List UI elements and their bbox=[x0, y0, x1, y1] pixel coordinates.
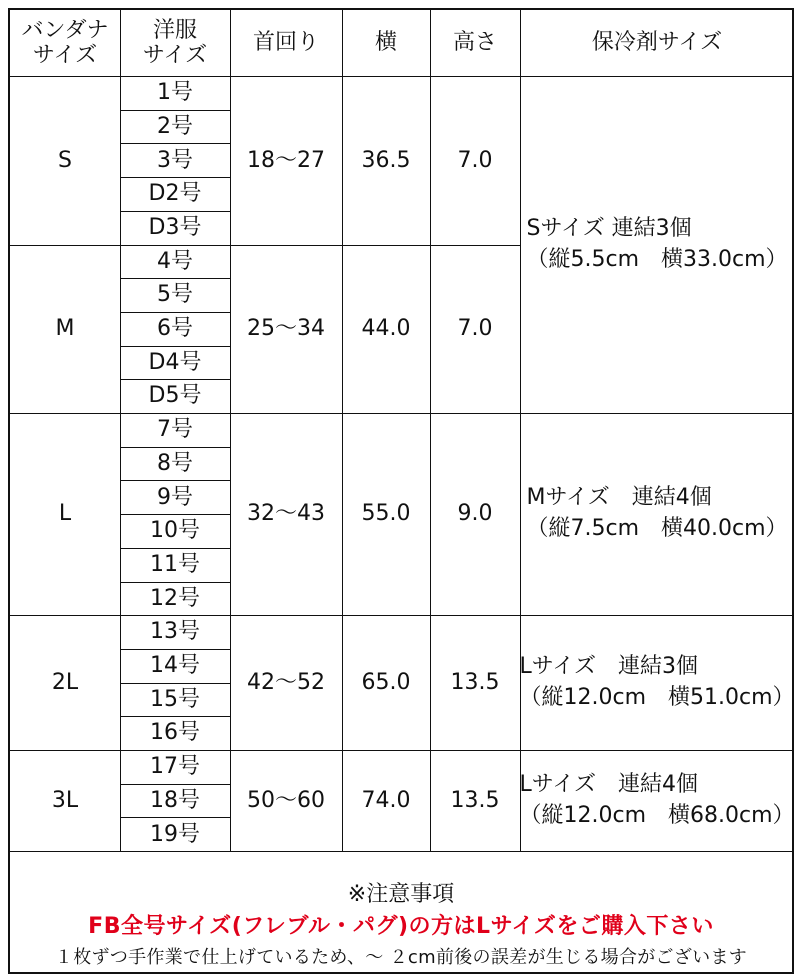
clothes-row-divider bbox=[120, 379, 230, 380]
notes-info: １枚ずつ手作業で仕上げているため、～ ２cm前後の誤差が生じる場合がございます bbox=[54, 947, 748, 969]
bandana-size-cell: L bbox=[58, 501, 72, 527]
neck-cell: 25〜34 bbox=[247, 316, 325, 342]
clothes-size-cell: 5号 bbox=[157, 282, 193, 308]
notes-section bbox=[10, 851, 792, 972]
clothes-size-cell: 4号 bbox=[157, 248, 193, 274]
height-cell: 7.0 bbox=[457, 147, 493, 173]
column-divider bbox=[120, 10, 121, 851]
clothes-row-divider bbox=[120, 312, 230, 313]
clothes-size-cell: 17号 bbox=[150, 754, 200, 780]
header-bandana-size: バンダナ サイズ bbox=[21, 17, 109, 68]
clothes-row-divider bbox=[120, 683, 230, 684]
bandana-size-cell: 3L bbox=[51, 787, 79, 813]
cooler-size-cell bbox=[520, 615, 794, 750]
width-cell: 74.0 bbox=[361, 787, 411, 813]
clothes-size-cell: 8号 bbox=[157, 450, 193, 476]
clothes-row-divider bbox=[120, 278, 230, 279]
clothes-size-cell: D5号 bbox=[148, 383, 202, 409]
header-width: 横 bbox=[374, 30, 397, 56]
width-cell: 65.0 bbox=[361, 669, 411, 695]
bandana-size-cell: M bbox=[55, 316, 75, 342]
clothes-row-divider bbox=[120, 447, 230, 448]
width-cell: 44.0 bbox=[361, 316, 411, 342]
height-cell: 13.5 bbox=[450, 669, 500, 695]
clothes-size-cell: D2号 bbox=[148, 181, 202, 207]
clothes-row-divider bbox=[120, 110, 230, 111]
clothes-size-cell: 7号 bbox=[157, 417, 193, 443]
clothes-row-divider bbox=[120, 582, 230, 583]
cooler-size-cell bbox=[520, 413, 794, 615]
clothes-size-cell: 11号 bbox=[150, 551, 200, 577]
clothes-row-divider bbox=[120, 143, 230, 144]
clothes-size-cell: 19号 bbox=[150, 821, 200, 847]
column-divider bbox=[430, 10, 431, 851]
clothes-row-divider bbox=[120, 548, 230, 549]
clothes-size-cell: 13号 bbox=[150, 619, 200, 645]
cooler-divider bbox=[520, 413, 794, 414]
clothes-row-divider bbox=[120, 716, 230, 717]
clothes-size-cell: 6号 bbox=[157, 316, 193, 342]
header-height: 高さ bbox=[452, 30, 497, 56]
clothes-row-divider bbox=[120, 649, 230, 650]
column-divider bbox=[230, 10, 231, 851]
notes-title: ※注意事項 bbox=[347, 882, 455, 908]
bandana-size-cell: S bbox=[58, 147, 72, 173]
height-cell: 13.5 bbox=[450, 787, 500, 813]
clothes-row-divider bbox=[120, 514, 230, 515]
bandana-size-cell: 2L bbox=[51, 669, 79, 695]
column-divider bbox=[342, 10, 343, 851]
clothes-row-divider bbox=[120, 346, 230, 347]
clothes-size-cell: 18号 bbox=[150, 787, 200, 813]
clothes-size-cell: 15号 bbox=[150, 686, 200, 712]
column-divider bbox=[520, 10, 521, 851]
height-cell: 7.0 bbox=[457, 316, 493, 342]
neck-cell: 50〜60 bbox=[247, 787, 325, 813]
cooler-size-text: Mサイズ 連結4個 （縦7.5cm 横40.0cm） bbox=[526, 485, 788, 542]
neck-cell: 18〜27 bbox=[247, 147, 325, 173]
cooler-size-text: Lサイズ 連結4個 （縦12.0cm 横68.0cm） bbox=[519, 771, 795, 828]
header-cooler-size: 保冷剤サイズ bbox=[591, 30, 723, 56]
cooler-size-cell bbox=[520, 76, 794, 413]
clothes-size-cell: 9号 bbox=[157, 484, 193, 510]
cooler-size-text: Sサイズ 連結3個 （縦5.5cm 横33.0cm） bbox=[526, 215, 788, 272]
notes-warning: FB全号サイズ(フレブル・パグ)の方はLサイズをご購入下さい bbox=[88, 914, 714, 940]
header-clothes-size: 洋服 サイズ bbox=[142, 17, 208, 68]
clothes-size-cell: 10号 bbox=[150, 518, 200, 544]
clothes-row-divider bbox=[120, 817, 230, 818]
width-cell: 55.0 bbox=[361, 501, 411, 527]
clothes-size-cell: D4号 bbox=[148, 349, 202, 375]
clothes-row-divider bbox=[120, 784, 230, 785]
neck-cell: 32〜43 bbox=[247, 501, 325, 527]
clothes-size-cell: 1号 bbox=[157, 80, 193, 106]
clothes-row-divider bbox=[120, 177, 230, 178]
cooler-size-text: Lサイズ 連結3個 （縦12.0cm 横51.0cm） bbox=[519, 653, 795, 710]
header-neck: 首回り bbox=[252, 30, 319, 56]
clothes-size-cell: D3号 bbox=[148, 214, 202, 240]
clothes-size-cell: 16号 bbox=[150, 720, 200, 746]
clothes-row-divider bbox=[120, 480, 230, 481]
clothes-size-cell: 3号 bbox=[157, 147, 193, 173]
neck-cell: 42〜52 bbox=[247, 669, 325, 695]
clothes-size-cell: 2号 bbox=[157, 113, 193, 139]
height-cell: 9.0 bbox=[457, 501, 493, 527]
cooler-size-cell bbox=[520, 750, 794, 851]
clothes-row-divider bbox=[120, 211, 230, 212]
clothes-size-cell: 14号 bbox=[150, 653, 200, 679]
clothes-size-cell: 12号 bbox=[150, 585, 200, 611]
width-cell: 36.5 bbox=[361, 147, 411, 173]
size-chart bbox=[8, 8, 794, 974]
